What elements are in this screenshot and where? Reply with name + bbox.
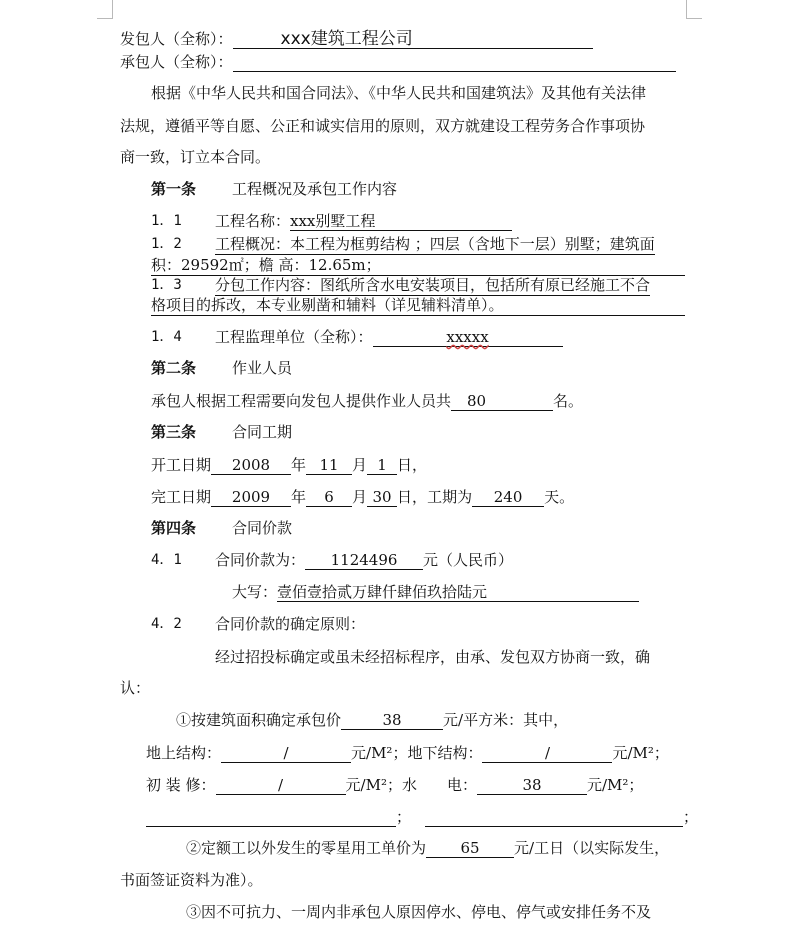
blank-field-2 [425,808,683,827]
item-1-1-number: 1．1 [151,213,182,229]
employer-label: 发包人（全称）： [120,30,233,48]
capital-amount-line [232,582,639,602]
structure-line [146,743,669,763]
clause-1-post: 元/平方米：其中， [443,711,569,729]
contractor-name-field [233,53,676,72]
above-ground-value: / [283,744,289,762]
employer-name: xxx建筑工程公司 [280,29,413,49]
water-electric-field [477,776,587,795]
principle-line-2: 认： [120,679,151,697]
workers-line [151,391,583,411]
capital-value: 壹佰壹拾贰万肆仟肆佰玖拾陆元 [277,583,488,601]
article-2-heading: 作业人员 [232,359,293,377]
clause-1-line [176,710,568,730]
article-3-heading: 合同工期 [232,423,293,441]
clause-2-post: 元/工日（以实际发生， [514,839,670,857]
workers-text-pre: 承包人根据工程需要向发包人提供作业人员共 [151,392,452,410]
end-date-label: 完工日期 [151,488,212,506]
end-day-char: 日， [397,488,428,506]
end-month: 6 [324,488,334,506]
supervisor-value: xxxxx [446,328,489,346]
item-4-1 [215,550,513,570]
clause-2-line [186,838,669,858]
labor-price-field [426,839,514,858]
start-month-char: 月 [352,456,368,474]
below-ground-label: 地下结构： [407,744,483,762]
blank-line [146,807,698,827]
item-1-1 [215,211,512,231]
supervisor-field [373,328,563,347]
blank-field-1 [146,808,396,827]
labor-price-value: 65 [460,839,480,857]
blank-semicolon-2: ； [683,808,699,826]
above-ground-unit: 元/M²； [351,744,408,762]
clause-2-pre: ②定额工以外发生的零星用工单价为 [186,839,427,857]
price-label: 合同价款为： [215,551,306,569]
area-price-value: 38 [382,711,402,729]
contractor-line [120,52,676,72]
project-name-value: xxx别墅工程 [290,212,376,230]
capital-label: 大写： [232,583,278,601]
item-4-2-number: 4．2 [151,616,182,632]
end-year-field [211,488,291,507]
start-day-field [367,456,397,475]
water-electric-unit: 元/M²； [587,776,644,794]
price-value: 1124496 [330,551,398,569]
supervisor-label: 工程监理单位（全称）： [215,328,373,346]
water-electric-label: 水 电： [401,776,477,794]
intro-line-2: 法规，遵循平等自愿、公正和诚实信用的原则，双方就建设工程劳务合作事项协 [120,117,646,135]
page-corner-mark-right [686,0,702,19]
below-ground-unit: 元/M²； [612,744,669,762]
duration-value: 240 [493,488,523,506]
decoration-label: 初 装 修： [146,776,216,794]
clause-2-line-2: 书面签证资料为准）。 [120,871,263,889]
start-year-field [211,456,291,475]
start-date-label: 开工日期 [151,456,212,474]
start-date-line [151,455,427,475]
duration-label: 工期为 [427,488,473,506]
start-month: 11 [319,456,339,474]
above-ground-field [221,744,351,763]
price-unit: 元（人民币） [423,551,514,569]
below-ground-field [482,744,612,763]
project-name-label: 工程名称： [215,212,291,230]
principle-line-1: 经过招投标确定或虽未经招标程序，由承、发包双方协商一致，确 [215,648,651,666]
item-1-3-number: 1．3 [151,277,182,293]
item-4-2-label: 合同价款的确定原则： [215,615,366,633]
end-year: 2009 [231,488,271,506]
intro-line-3: 商一致，订立本合同。 [120,148,271,166]
end-year-char: 年 [291,488,307,506]
blank-semicolon-1: ； [396,808,412,826]
clause-3-line-1: ③因不可抗力、一周内非承包人原因停水、停电、停气或安排任务不及 [186,903,652,921]
article-4-title: 第四条 [151,519,197,537]
end-day: 30 [372,488,392,506]
item-1-2-line-2: 积：29592㎡；檐 高：12.65m； [151,255,685,276]
decoration-line [146,775,643,795]
item-4-1-number: 4．1 [151,552,182,568]
start-day-char: 日， [397,456,428,474]
item-1-4-number: 1．4 [151,329,182,345]
employer-line [120,29,593,49]
project-name-field [290,212,512,231]
start-year: 2008 [231,456,271,474]
end-month-char: 月 [352,488,368,506]
start-day: 1 [377,456,387,474]
start-month-field [306,456,352,475]
area-price-field [341,711,443,730]
clause-1-pre: ①按建筑面积确定承包价 [176,711,342,729]
employer-name-field [233,30,593,49]
duration-field [472,488,544,507]
workers-text-post: 名。 [553,392,584,410]
article-3-title: 第三条 [151,423,197,441]
start-year-char: 年 [291,456,307,474]
decoration-unit: 元/M²； [345,776,402,794]
end-day-field [367,488,397,507]
item-1-3-line-1: 分包工作内容：图纸所含水电安装项目，包括所有原已经施工不合 [215,276,651,294]
above-ground-label: 地上结构： [146,744,222,762]
decoration-value: / [278,776,284,794]
duration-unit: 天。 [544,488,575,506]
water-electric-value: 38 [522,776,542,794]
item-1-4 [215,327,563,347]
price-field [305,551,423,570]
workers-field [451,392,553,411]
item-1-2-line-1: 工程概况：本工程为框剪结构 ；四层（含地下一层）别墅；建筑面 [215,235,655,253]
article-2-title: 第二条 [151,359,197,377]
intro-line-1: 根据《中华人民共和国合同法》、《中华人民共和国建筑法》及其他有关法律 [151,84,647,102]
end-date-line [151,487,574,507]
end-month-field [306,488,352,507]
workers-value: 80 [467,392,487,410]
article-4-heading: 合同价款 [232,519,293,537]
page-corner-mark-left [97,0,113,19]
capital-field [277,583,639,602]
article-1-heading: 工程概况及承包工作内容 [232,180,398,198]
decoration-field [216,776,346,795]
contractor-label: 承包人（全称）： [120,53,233,71]
below-ground-value: / [544,744,550,762]
item-1-3-line-2: 格项目的拆改，本专业剔凿和辅料（详见辅料清单）。 [151,295,685,316]
article-1-title: 第一条 [151,180,197,198]
item-1-2-number: 1．2 [151,236,182,252]
